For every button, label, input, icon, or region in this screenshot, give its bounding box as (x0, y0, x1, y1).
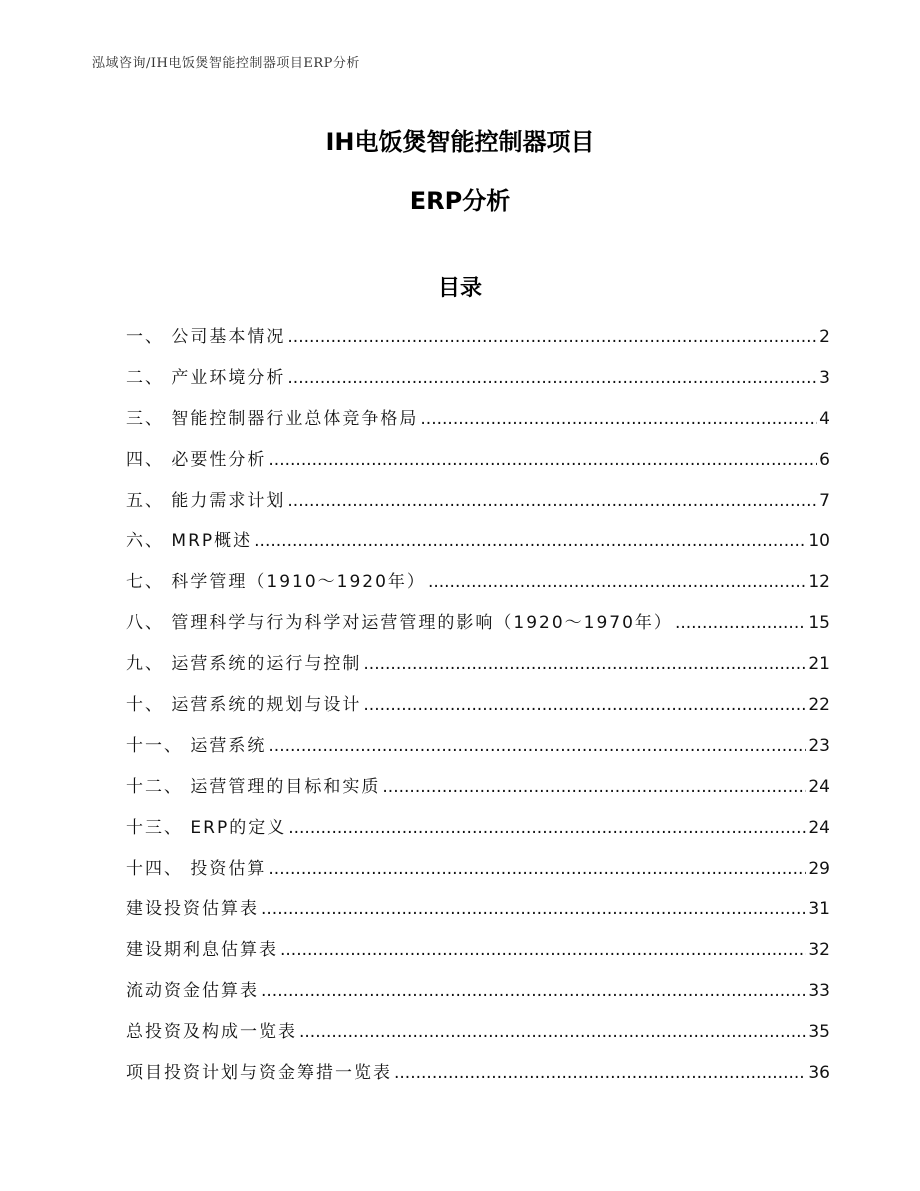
toc-leader-dots (675, 612, 806, 634)
toc-entry[interactable] (126, 858, 830, 899)
toc-entry[interactable] (126, 612, 830, 653)
toc-entry[interactable] (126, 571, 830, 612)
toc-entry-page: 12 (808, 572, 830, 593)
toc-entry[interactable] (126, 490, 830, 531)
toc-entry-page: 32 (808, 940, 830, 961)
toc-entry-label: 二、 产业环境分析 (126, 367, 286, 388)
toc-entry[interactable] (126, 817, 830, 858)
toc-entry-page: 15 (808, 613, 830, 634)
toc-entry-page: 3 (819, 367, 830, 388)
toc-entry[interactable] (126, 776, 830, 817)
toc-entry-label: 十一、 运营系统 (126, 735, 267, 756)
toc-entry[interactable] (126, 326, 830, 367)
toc-entry[interactable] (126, 653, 830, 694)
toc-entry-page: 6 (819, 449, 830, 470)
toc-entry-page: 36 (808, 1063, 830, 1084)
toc-leader-dots (287, 490, 817, 512)
toc-entry-label: 七、 科学管理（1910～1920年） (126, 572, 426, 593)
toc-leader-dots (288, 817, 806, 839)
toc-entry[interactable] (126, 449, 830, 490)
toc-entry-label: 五、 能力需求计划 (126, 490, 286, 511)
toc-entry-page: 35 (808, 1022, 830, 1043)
toc-entry-label: 六、 MRP概述 (126, 531, 253, 552)
toc-entry[interactable] (126, 367, 830, 408)
toc-entry-label: 项目投资计划与资金筹措一览表 (126, 1063, 392, 1084)
toc-entry-label: 十三、 ERP的定义 (126, 817, 287, 838)
toc-leader-dots (394, 1062, 806, 1084)
toc-entry-page: 7 (819, 490, 830, 511)
document-title: IH电饭煲智能控制器项目 (325, 128, 595, 156)
toc-leader-dots (261, 980, 806, 1002)
toc-leader-dots (268, 735, 806, 757)
toc-entry[interactable] (126, 735, 830, 776)
toc-entry-page: 10 (808, 531, 830, 552)
toc-entry-label: 九、 运营系统的运行与控制 (126, 654, 362, 675)
toc-entry-page: 31 (808, 899, 830, 920)
toc-leader-dots (287, 367, 817, 389)
document-subtitle: ERP分析 (409, 187, 511, 215)
toc-entry-page: 33 (808, 981, 830, 1002)
toc-entry-page: 2 (819, 327, 830, 347)
toc-entry[interactable] (126, 694, 830, 735)
toc-entry-label: 建设期利息估算表 (126, 940, 278, 961)
toc-entry[interactable] (126, 939, 830, 980)
toc-leader-dots (428, 571, 806, 593)
toc-entry-page: 21 (808, 654, 830, 675)
toc-leader-dots (299, 1021, 806, 1043)
toc-leader-dots (254, 530, 806, 552)
table-of-contents (126, 326, 830, 1103)
toc-entry[interactable] (126, 1062, 830, 1103)
toc-entry-page: 24 (808, 817, 830, 838)
toc-leader-dots (261, 898, 806, 920)
toc-leader-dots (363, 694, 806, 716)
toc-entry[interactable] (126, 898, 830, 939)
toc-entry-label: 四、 必要性分析 (126, 449, 267, 470)
toc-entry[interactable] (126, 1021, 830, 1062)
toc-entry-page: 24 (808, 776, 830, 797)
toc-entry-label: 建设投资估算表 (126, 899, 259, 920)
toc-entry-page: 29 (808, 858, 830, 879)
toc-entry-label: 流动资金估算表 (126, 981, 259, 1002)
toc-entry-label: 十四、 投资估算 (126, 858, 267, 879)
toc-leader-dots (382, 776, 806, 798)
toc-entry-page: 22 (808, 695, 830, 716)
toc-entry-label: 十、 运营系统的规划与设计 (126, 695, 362, 716)
toc-leader-dots (363, 653, 806, 675)
toc-leader-dots (420, 408, 817, 430)
toc-entry[interactable] (126, 408, 830, 449)
toc-leader-dots (287, 326, 817, 348)
running-header: 泓域咨询/IH电饭煲智能控制器项目ERP分析 (92, 52, 828, 76)
toc-entry-label: 三、 智能控制器行业总体竞争格局 (126, 408, 419, 429)
toc-entry-page: 4 (819, 408, 830, 429)
toc-entry[interactable] (126, 980, 830, 1021)
toc-leader-dots (268, 449, 817, 471)
toc-leader-dots (280, 939, 806, 961)
toc-entry-label: 十二、 运营管理的目标和实质 (126, 776, 381, 797)
toc-leader-dots (268, 858, 806, 880)
toc-entry[interactable] (126, 530, 830, 571)
toc-entry-label: 八、 管理科学与行为科学对运营管理的影响（1920～1970年） (126, 613, 673, 634)
toc-heading: 目录 (437, 276, 482, 301)
toc-entry-label: 一、 公司基本情况 (126, 327, 286, 347)
toc-entry-page: 23 (808, 735, 830, 756)
toc-entry-label: 总投资及构成一览表 (126, 1022, 297, 1043)
